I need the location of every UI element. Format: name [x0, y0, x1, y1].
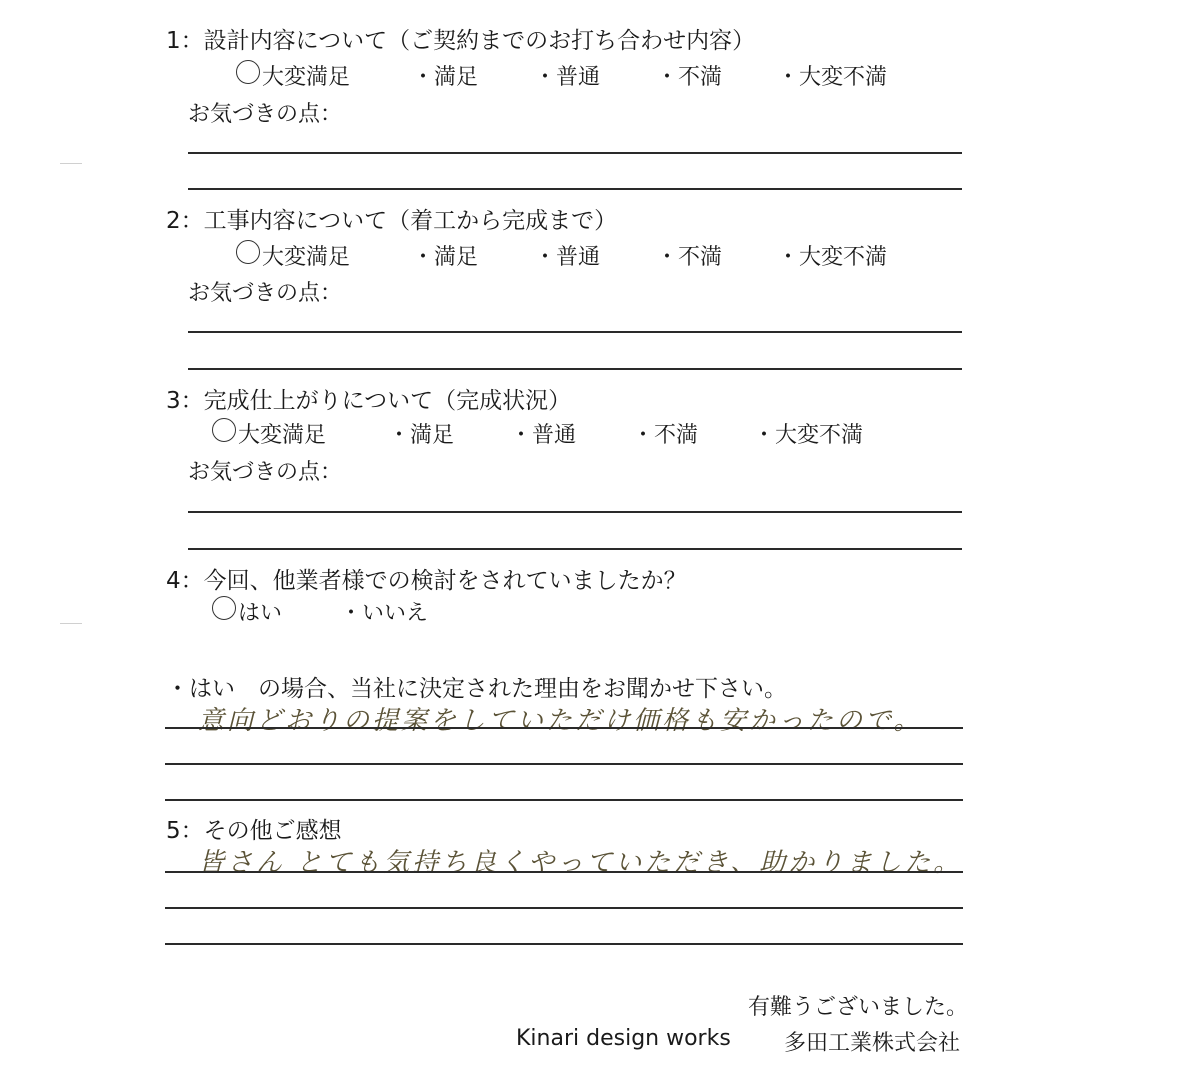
- q2-option-dissatisfied[interactable]: ・不満: [656, 245, 723, 270]
- q1-option-dissatisfied[interactable]: ・不満: [656, 65, 723, 90]
- q1-option-normal[interactable]: ・普通: [534, 65, 601, 90]
- q1-note-label: お気づきの点：: [188, 102, 343, 127]
- q1-selected-circle: [236, 60, 260, 84]
- q2-note-label: お気づきの点：: [188, 281, 343, 306]
- q2-option-very-dissatisfied[interactable]: ・大変不満: [777, 245, 888, 270]
- footer-thanks: 有難うございました。: [748, 995, 969, 1020]
- q1-option-very-satisfied[interactable]: 大変満足: [262, 65, 351, 90]
- q4-selected-circle: [212, 596, 236, 620]
- q3-note-label: お気づきの点：: [188, 460, 343, 485]
- q3-selected-circle: [212, 418, 236, 442]
- q4-title: 4：今回、他業者様での検討をされていましたか？: [166, 568, 687, 594]
- q2-option-satisfied[interactable]: ・満足: [412, 245, 479, 270]
- q4-option-no[interactable]: ・いいえ: [340, 601, 429, 626]
- q4-option-yes[interactable]: はい: [238, 601, 283, 626]
- q3-option-very-satisfied[interactable]: 大変満足: [238, 423, 327, 448]
- q2-note-line-1: [188, 331, 962, 333]
- q3-option-satisfied[interactable]: ・満足: [388, 423, 455, 448]
- q3-option-very-dissatisfied[interactable]: ・大変不満: [753, 423, 864, 448]
- q5-title: 5：その他ご感想: [166, 818, 342, 844]
- q1-note-line-1: [188, 152, 962, 154]
- q4-followup-question: ・はい の場合、当社に決定された理由をお聞かせ下さい。: [166, 676, 787, 702]
- q5-answer-line-2: [165, 907, 963, 909]
- q3-note-line-2: [188, 548, 962, 550]
- q1-note-line-2: [188, 188, 962, 190]
- footer-company: 多田工業株式会社: [784, 1031, 961, 1056]
- q2-note-line-2: [188, 368, 962, 370]
- q4-answer-line-1: [165, 727, 963, 729]
- q3-title: 3：完成仕上がりについて（完成状況）: [166, 388, 572, 414]
- q2-option-normal[interactable]: ・普通: [534, 245, 601, 270]
- q4-answer-line-2: [165, 763, 963, 765]
- q3-note-line-1: [188, 511, 962, 513]
- q4-answer-line-3: [165, 799, 963, 801]
- q5-answer-line-1: [165, 871, 963, 873]
- q5-handwritten-answer: 皆さん とても気持ち良くやっていただき、助かりました。: [198, 848, 963, 878]
- q1-title: 1：設計内容について（ご契約までのお打ち合わせ内容）: [166, 28, 756, 54]
- footer-brand: Kinari design works: [516, 1026, 731, 1051]
- q5-answer-line-3: [165, 943, 963, 945]
- q4-handwritten-answer: 意向どおりの提案をしていただけ価格も安かったので。: [198, 706, 923, 736]
- q3-option-normal[interactable]: ・普通: [510, 423, 577, 448]
- q3-option-dissatisfied[interactable]: ・不満: [632, 423, 699, 448]
- q1-option-very-dissatisfied[interactable]: ・大変不満: [777, 65, 888, 90]
- q2-selected-circle: [236, 240, 260, 264]
- q1-option-satisfied[interactable]: ・満足: [412, 65, 479, 90]
- q2-title: 2：工事内容について（着工から完成まで）: [166, 208, 618, 234]
- q2-option-very-satisfied[interactable]: 大変満足: [262, 245, 351, 270]
